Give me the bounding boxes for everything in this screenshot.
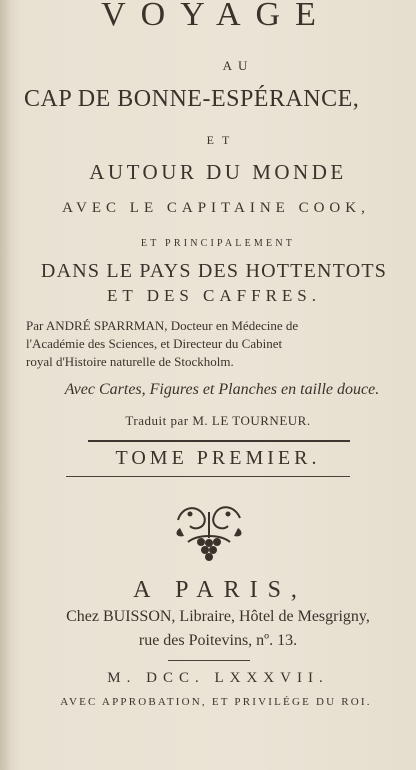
imprint-date: M. DCC. LXXXVII. (107, 670, 329, 686)
rule-top-thick (88, 440, 350, 442)
approbation-line: AVEC APPROBATION, ET PRIVILÉGE DU ROI. (60, 696, 372, 708)
translator-line: Traduit par M. LE TOURNEUR. (125, 413, 311, 428)
title-et-des-caffres: ET DES CAFFRES. (106, 286, 322, 305)
title-et: ET (206, 133, 238, 147)
author-line: l'Académie des Sciences, et Directeur du Cabinet (26, 336, 283, 351)
author-line: royal d'Histoire naturelle de Stockholm. (26, 354, 234, 369)
imprint-address: rue des Poitevins, nº. 13. (138, 632, 298, 649)
title-avec-cook: AVEC LE CAPITAINE COOK, (62, 200, 370, 216)
title-autour: AUTOUR DU MONDE (89, 160, 347, 184)
imprint-publisher: Chez BUISSON, Libraire, Hôtel de Mesgrigny, (66, 608, 370, 625)
rule-short (168, 660, 250, 661)
title-voyage: VOYAGE (101, 0, 331, 33)
title-cap: CAP DE BONNE-ESPÉRANCE, (24, 86, 360, 112)
rule-bottom (66, 476, 350, 477)
volume-label: TOME PREMIER. (115, 447, 321, 469)
title-principalement: ET PRINCIPALEMENT (140, 238, 296, 249)
illustrations-note: Avec Cartes, Figures et Planches en taille douce. (64, 381, 380, 398)
imprint-city: A PARIS, (133, 577, 307, 603)
title-dans: DANS LE PAYS DES HOTTENTOTS (40, 260, 388, 282)
author-statement (26, 317, 396, 371)
title-au: AU (222, 58, 254, 73)
printer-ornament-icon (168, 498, 250, 568)
page-gutter-shadow (0, 0, 10, 770)
author-line: Par ANDRÉ SPARRMAN, Docteur en Médecine de (26, 318, 299, 333)
